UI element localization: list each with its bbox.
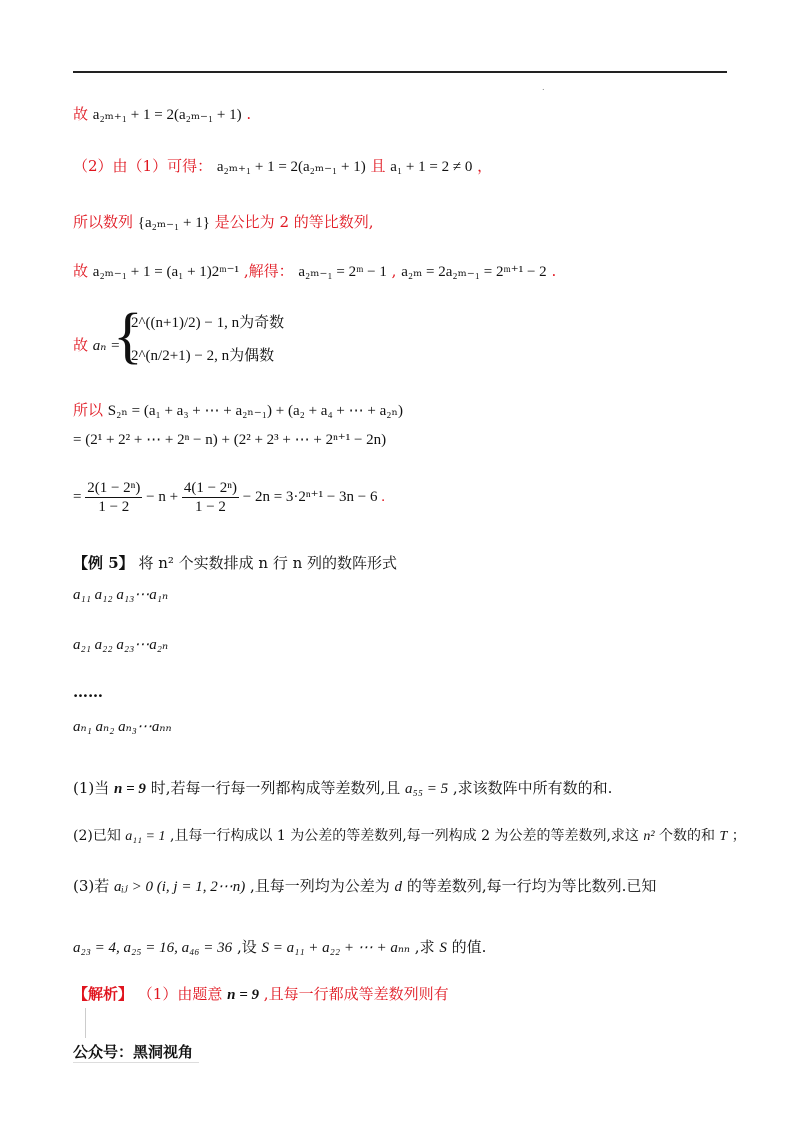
fraction-1-denominator: 1 − 2	[98, 499, 130, 516]
text-period: .	[246, 105, 252, 123]
piecewise-brace: {	[113, 302, 143, 370]
text-qie: 且	[370, 157, 386, 175]
q3-formula-aij: aᵢⱼ > 0 (i, j = 1, 2⋯n)	[114, 879, 246, 895]
fraction-1	[85, 479, 142, 516]
text-jiede: ,解得：	[243, 262, 294, 280]
q3-text-2: 的等差数列,每一行均为等比数列.已知	[406, 877, 657, 895]
header-rule	[73, 71, 727, 73]
text-gu-3: 故	[73, 336, 89, 354]
q3-formula-s2: S	[439, 940, 447, 956]
question-1	[73, 778, 612, 799]
text-suoyi: 所以数列	[73, 213, 134, 231]
footer-divider	[85, 1008, 86, 1038]
text-minus-n: − n +	[146, 489, 179, 505]
q2-text: ,且每一行构成以 1 为公差的等差数列,每一列构成 2 为公差的等差数列,求这	[169, 828, 639, 844]
q2-ask: 个数的和	[659, 828, 716, 844]
q1-formula-a55: a₅₅ = 5	[405, 781, 449, 797]
solution-line-3	[73, 212, 374, 233]
q3-prefix: (3)若	[73, 877, 110, 895]
fraction-2-denominator: 1 − 2	[194, 499, 226, 516]
text-equals: =	[73, 489, 82, 505]
text-comma: ，	[477, 157, 493, 175]
solution-line-6	[73, 400, 403, 421]
text-gu: 故	[73, 105, 89, 123]
solution-line-2	[73, 156, 492, 177]
example-intro: 将 n² 个实数排成 n 行 n 列的数阵形式	[138, 554, 398, 572]
q2-formula-n2: n²	[643, 829, 655, 844]
matrix-row-n: aₙ₁ aₙ₂ aₙ₃⋯aₙₙ	[73, 719, 172, 735]
q1-formula-n: n = 9	[114, 781, 146, 797]
example-title: 【例 5】	[73, 554, 134, 572]
formula-recurrence: a₂ₘ₊₁ + 1 = 2(a₂ₘ₋₁ + 1)	[92, 107, 242, 123]
text-gu-2: 故	[73, 262, 89, 280]
formula-a1: a₁ + 1 = 2 ≠ 0	[390, 159, 473, 175]
text-geometric: 是公比为 2 的等比数列,	[214, 213, 374, 231]
formula-even: a₂ₘ = 2a₂ₘ₋₁ = 2ᵐ⁺¹ − 2	[401, 264, 547, 280]
formula-s2n: S₂ₙ = (a₁ + a₃ + ⋯ + a₂ₙ₋₁) + (a₂ + a₄ + ⋯ + a₂ₙ)	[107, 403, 403, 419]
formula-general: a₂ₘ₋₁ + 1 = (a₁ + 1)2ᵐ⁻¹	[92, 264, 240, 280]
fraction-2-numerator: 4(1 − 2ⁿ)	[183, 480, 238, 497]
solution-line-4	[73, 261, 556, 282]
solution-line-1	[73, 104, 251, 125]
matrix-row-2: a₂₁ a₂₂ a₂₃⋯a₂ₙ	[73, 637, 169, 653]
question-2	[73, 826, 746, 847]
formula-odd: a₂ₘ₋₁ = 2ᵐ − 1	[298, 264, 387, 280]
matrix-dots: ……	[73, 683, 103, 701]
analysis-text-2: ,且每一行都成等差数列则有	[263, 985, 449, 1003]
q2-formula-a11: a₁₁ = 1	[125, 829, 166, 844]
q3-formula-d: d	[394, 879, 403, 895]
text-suoyi-2: 所以	[73, 401, 104, 419]
formula-sequence: {a₂ₘ₋₁ + 1}	[137, 215, 210, 231]
text-comma-2: ,	[391, 262, 397, 280]
fraction-2	[182, 479, 239, 516]
q3-text-she: ,设	[236, 938, 257, 956]
matrix-row-1: a₁₁ a₁₂ a₁₃⋯a₁ₙ	[73, 587, 169, 603]
q3-text-1: ,且每一列均为公差为	[249, 877, 390, 895]
text-part2: （2）由（1）可得：	[73, 157, 213, 175]
solution-line-7: = (2¹ + 2² + ⋯ + 2ⁿ − n) + (2² + 2³ + ⋯ + 2ⁿ⁺¹ − 2n)	[73, 432, 387, 448]
header-dot: .	[542, 83, 545, 92]
q2-end: ；	[731, 828, 746, 844]
example-title-line	[73, 553, 397, 573]
analysis-text-1: （1）由题意	[137, 985, 223, 1003]
q1-prefix: (1)当	[73, 779, 110, 797]
footer-watermark: 公众号：黑洞视角	[73, 1041, 199, 1063]
question-3	[73, 876, 656, 897]
formula-recurrence-2: a₂ₘ₊₁ + 1 = 2(a₂ₘ₋₁ + 1)	[216, 159, 366, 175]
question-3-cont	[73, 937, 486, 958]
text-period-3: .	[381, 489, 385, 505]
formula-an-lhs: aₙ =	[92, 338, 121, 354]
piecewise-case-odd: 2^((n+1)/2) − 1, n为奇数	[131, 315, 285, 331]
q3-formula-values: a₂₃ = 4, a₂₅ = 16, a₄₆ = 36	[73, 940, 233, 956]
piecewise-case-even: 2^(n/2+1) − 2, n为偶数	[131, 348, 275, 364]
q3-text-end: 的值.	[451, 938, 487, 956]
analysis-formula-n: n = 9	[227, 987, 260, 1003]
analysis-label: 【解析】	[73, 985, 134, 1003]
text-period-2: .	[551, 262, 557, 280]
analysis-line	[73, 984, 449, 1005]
q3-text-qiu: ,求	[414, 938, 435, 956]
q1-text: 时,若每一行每一列都构成等差数列,且	[150, 779, 401, 797]
solution-line-8	[73, 478, 385, 516]
q3-formula-s: S = a₁₁ + a₂₂ + ⋯ + aₙₙ	[261, 940, 411, 956]
q2-prefix: (2)已知	[73, 828, 121, 844]
q1-ask: ,求该数阵中所有数的和.	[452, 779, 613, 797]
formula-result: − 2n = 3·2ⁿ⁺¹ − 3n − 6	[242, 489, 378, 505]
q2-formula-t: T	[719, 829, 728, 844]
fraction-1-numerator: 2(1 − 2ⁿ)	[87, 480, 141, 497]
